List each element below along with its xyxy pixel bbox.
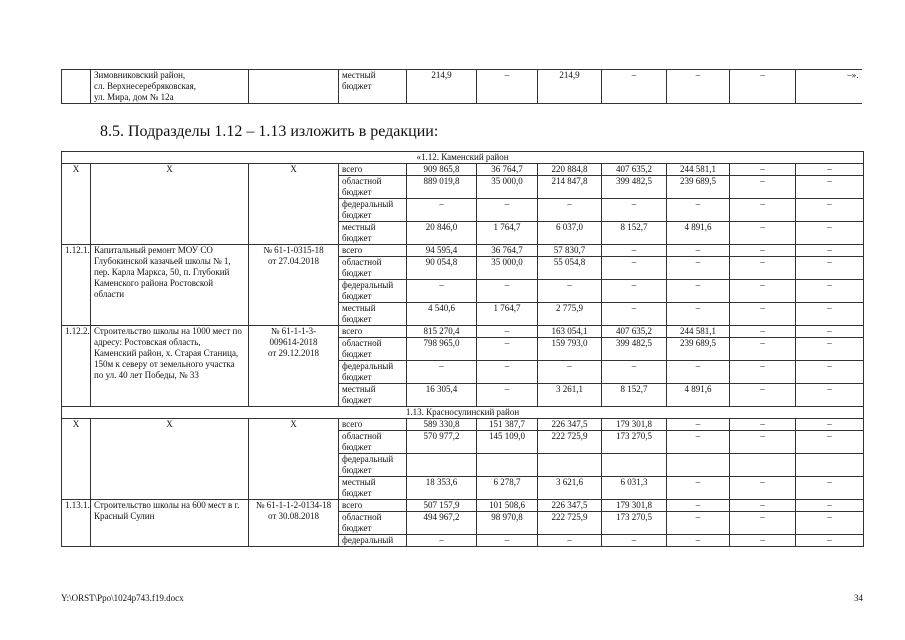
funding-type-cell: всего xyxy=(339,164,407,176)
value-cell: – xyxy=(796,176,864,199)
budget-table-body xyxy=(62,152,864,547)
section-title-row xyxy=(62,152,864,164)
funding-type-cell: областной бюджет xyxy=(339,257,407,280)
value-cell: 407 635,2 xyxy=(602,164,667,176)
value-cell: – xyxy=(602,303,667,326)
value-cell: 407 635,2 xyxy=(602,326,667,338)
value-cell: – xyxy=(538,361,602,384)
value-cell: – xyxy=(602,535,667,547)
value-cell: 1 764,7 xyxy=(477,222,538,245)
row-id-cell xyxy=(62,70,91,104)
value-cell: – xyxy=(667,361,730,384)
funding-type-cell: областной бюджет xyxy=(339,338,407,361)
value-cell: – xyxy=(796,431,864,454)
value-cell: – xyxy=(477,384,538,407)
value-cell: 145 109,0 xyxy=(477,431,538,454)
value-cell: 222 725,9 xyxy=(538,431,602,454)
value-cell xyxy=(730,454,796,477)
document-cell: Х xyxy=(249,419,339,500)
value-cell xyxy=(538,454,602,477)
value-cell: – xyxy=(477,199,538,222)
value-cell: – xyxy=(730,245,796,257)
value-cell: 101 508,6 xyxy=(477,500,538,512)
value-cell: 8 152,7 xyxy=(602,222,667,245)
value-cell: – xyxy=(667,500,730,512)
object-name-cell: Строительство школы на 1000 мест по адресу: Ростовская область, Каменский район, х. Старая Станица, 150м к северу от земельного участка по ул. 40 лет Победы, № 33 xyxy=(91,326,249,407)
row-id-cell: 1.12.2. xyxy=(62,326,91,407)
value-cell xyxy=(667,454,730,477)
table-row xyxy=(62,326,864,338)
funding-type-cell: местный бюджет xyxy=(339,384,407,407)
value-cell: 90 054,8 xyxy=(407,257,477,280)
value-cell: – xyxy=(730,338,796,361)
value-cell: 6 037,0 xyxy=(538,222,602,245)
funding-type-cell: федеральный бюджет xyxy=(339,454,407,477)
value-cell: 570 977,2 xyxy=(407,431,477,454)
value-cell: – xyxy=(407,361,477,384)
value-cell: 244 581,1 xyxy=(667,326,730,338)
value-cell: – xyxy=(667,512,730,535)
value-cell: 815 270,4 xyxy=(407,326,477,338)
value-cell: 6 031,3 xyxy=(602,477,667,500)
value-cell: – xyxy=(796,535,864,547)
value-cell: – xyxy=(602,257,667,280)
value-cell: – xyxy=(602,245,667,257)
value-cell: – xyxy=(407,535,477,547)
document-cell: № 61-1-0315-18 от 27.04.2018 xyxy=(249,245,339,326)
value-cell: – xyxy=(407,280,477,303)
value-cell: 57 830,7 xyxy=(538,245,602,257)
value-cell: – xyxy=(796,477,864,500)
document-cell xyxy=(249,70,339,104)
table-row xyxy=(62,419,864,431)
value-cell: – xyxy=(730,535,796,547)
value-cell: – xyxy=(602,280,667,303)
value-cell: – xyxy=(477,326,538,338)
value-cell: 159 793,0 xyxy=(538,338,602,361)
table-row xyxy=(62,500,864,512)
value-cell: – xyxy=(796,164,864,176)
value-cell: – xyxy=(796,512,864,535)
value-cell: – xyxy=(796,280,864,303)
value-cell: 4 891,6 xyxy=(667,384,730,407)
value-cell: – xyxy=(730,431,796,454)
value-cell: – xyxy=(730,326,796,338)
value-cell: – xyxy=(538,535,602,547)
value-cell: – xyxy=(796,222,864,245)
value-cell: – xyxy=(730,164,796,176)
value-cell: – xyxy=(667,431,730,454)
value-cell: – xyxy=(796,419,864,431)
section-heading: 8.5. Подразделы 1.12 – 1.13 изложить в редакции: xyxy=(100,123,439,140)
value-cell: 3 261,1 xyxy=(538,384,602,407)
value-cell: 222 725,9 xyxy=(538,512,602,535)
funding-type-cell: всего xyxy=(339,326,407,338)
value-cell: 589 330,8 xyxy=(407,419,477,431)
value-cell: 220 884,8 xyxy=(538,164,602,176)
value-cell: – xyxy=(796,361,864,384)
value-cell: 94 595,4 xyxy=(407,245,477,257)
value-cell: – xyxy=(538,199,602,222)
previous-section-table xyxy=(61,69,864,104)
value-cell: – xyxy=(602,199,667,222)
value-cell: 163 054,1 xyxy=(538,326,602,338)
value-cell: 909 865,8 xyxy=(407,164,477,176)
value-cell: – xyxy=(602,361,667,384)
value-cell: – xyxy=(477,338,538,361)
value-cell: 179 301,8 xyxy=(602,500,667,512)
value-cell: 16 305,4 xyxy=(407,384,477,407)
object-name-cell: Х xyxy=(91,419,249,500)
object-name-cell: Зимовниковский район, сл. Верхнесеребряковская, ул. Мира, дом № 12а xyxy=(91,70,249,104)
document-cell: Х xyxy=(249,164,339,245)
value-cell: – xyxy=(730,512,796,535)
value-cell: 4 891,6 xyxy=(667,222,730,245)
value-cell: – xyxy=(667,535,730,547)
value-cell: 239 689,5 xyxy=(667,338,730,361)
value-cell: 6 278,7 xyxy=(477,477,538,500)
funding-type-cell: местный бюджет xyxy=(339,303,407,326)
value-cell: 35 000,0 xyxy=(477,257,538,280)
table-row xyxy=(62,70,864,104)
funding-type-cell: федеральный xyxy=(339,535,407,547)
value-cell: 20 846,0 xyxy=(407,222,477,245)
value-cell: 8 152,7 xyxy=(602,384,667,407)
value-cell: – xyxy=(477,70,538,104)
value-cell: 798 965,0 xyxy=(407,338,477,361)
value-cell: – xyxy=(730,222,796,245)
value-cell: – xyxy=(796,245,864,257)
row-id-cell: 1.13.1. xyxy=(62,500,91,547)
budget-table xyxy=(61,151,864,547)
value-cell: 244 581,1 xyxy=(667,164,730,176)
value-cell: 239 689,5 xyxy=(667,176,730,199)
funding-type-cell: местный бюджет xyxy=(339,477,407,500)
value-cell xyxy=(602,454,667,477)
value-cell: – xyxy=(796,326,864,338)
value-cell: – xyxy=(796,384,864,407)
value-cell: 179 301,8 xyxy=(602,419,667,431)
value-cell: 35 000,0 xyxy=(477,176,538,199)
value-cell: 18 353,6 xyxy=(407,477,477,500)
document-cell: № 61-1-1-2-0134-18 от 30.08.2018 xyxy=(249,500,339,547)
value-cell: 98 970,8 xyxy=(477,512,538,535)
value-cell: – xyxy=(796,303,864,326)
value-cell: – xyxy=(730,419,796,431)
value-cell: – xyxy=(667,280,730,303)
value-cell: – xyxy=(730,477,796,500)
value-cell: – xyxy=(667,419,730,431)
value-cell: – xyxy=(730,257,796,280)
value-cell: – xyxy=(667,303,730,326)
value-cell: – xyxy=(407,199,477,222)
value-cell: 494 967,2 xyxy=(407,512,477,535)
page-number: 34 xyxy=(854,593,863,603)
document-cell: № 61-1-1-3- 009614-2018 от 29.12.2018 xyxy=(249,326,339,407)
value-cell: 507 157,9 xyxy=(407,500,477,512)
value-cell: – xyxy=(796,500,864,512)
value-cell: 399 482,5 xyxy=(602,338,667,361)
object-name-cell: Капитальный ремонт МОУ СО Глубокинской казачьей школы № 1, пер. Карла Маркса, 50, п. Глубокий Каменского района Ростовской области xyxy=(91,245,249,326)
value-cell: 3 621,6 xyxy=(538,477,602,500)
section-title: «1.12. Каменский район xyxy=(62,152,864,164)
value-cell: – xyxy=(730,70,796,104)
value-cell: 36 764,7 xyxy=(477,245,538,257)
funding-type-cell: областной бюджет xyxy=(339,512,407,535)
value-cell: – xyxy=(667,70,730,104)
value-cell: 399 482,5 xyxy=(602,176,667,199)
value-cell: 214,9 xyxy=(407,70,477,104)
value-cell: –». xyxy=(796,70,862,104)
value-cell: – xyxy=(796,257,864,280)
value-cell: – xyxy=(796,338,864,361)
value-cell: – xyxy=(667,199,730,222)
value-cell: – xyxy=(667,477,730,500)
value-cell: 4 540,6 xyxy=(407,303,477,326)
value-cell: 36 764,7 xyxy=(477,164,538,176)
funding-type-cell: всего xyxy=(339,419,407,431)
object-name-cell: Строительство школы на 600 мест в г. Красный Сулин xyxy=(91,500,249,547)
value-cell: – xyxy=(730,500,796,512)
value-cell xyxy=(407,454,477,477)
funding-type-cell: федеральный бюджет xyxy=(339,199,407,222)
row-id-cell: Х xyxy=(62,164,91,245)
value-cell: 214,9 xyxy=(538,70,602,104)
funding-type-cell: федеральный бюджет xyxy=(339,361,407,384)
value-cell: 889 019,8 xyxy=(407,176,477,199)
value-cell: 226 347,5 xyxy=(538,419,602,431)
value-cell: – xyxy=(730,384,796,407)
value-cell: – xyxy=(730,361,796,384)
empty-cell xyxy=(862,70,864,104)
value-cell: – xyxy=(730,303,796,326)
value-cell: – xyxy=(602,70,667,104)
funding-type-cell: всего xyxy=(339,245,407,257)
object-name-cell: Х xyxy=(91,164,249,245)
table-row xyxy=(62,164,864,176)
funding-type-cell: местный бюджет xyxy=(339,70,407,104)
value-cell: – xyxy=(667,257,730,280)
value-cell: – xyxy=(477,280,538,303)
value-cell: 2 775,9 xyxy=(538,303,602,326)
row-id-cell: Х xyxy=(62,419,91,500)
value-cell: 151 387,7 xyxy=(477,419,538,431)
value-cell: – xyxy=(667,245,730,257)
value-cell: – xyxy=(730,280,796,303)
value-cell xyxy=(796,454,864,477)
value-cell: 1 764,7 xyxy=(477,303,538,326)
section-title-row xyxy=(62,407,864,419)
value-cell: – xyxy=(796,199,864,222)
value-cell: 173 270,5 xyxy=(602,431,667,454)
value-cell: – xyxy=(538,280,602,303)
value-cell: 173 270,5 xyxy=(602,512,667,535)
value-cell: – xyxy=(477,361,538,384)
funding-type-cell: федеральный бюджет xyxy=(339,280,407,303)
value-cell: – xyxy=(730,199,796,222)
footer-file-path: Y:\ORST\Ppo\1024p743.f19.docx xyxy=(61,593,184,603)
value-cell: – xyxy=(477,535,538,547)
value-cell: 226 347,5 xyxy=(538,500,602,512)
section-title: 1.13. Красносулинский район xyxy=(62,407,864,419)
table-row xyxy=(62,245,864,257)
funding-type-cell: всего xyxy=(339,500,407,512)
funding-type-cell: местный бюджет xyxy=(339,222,407,245)
value-cell: 214 847,8 xyxy=(538,176,602,199)
value-cell: – xyxy=(730,176,796,199)
value-cell: 55 054,8 xyxy=(538,257,602,280)
funding-type-cell: областной бюджет xyxy=(339,176,407,199)
funding-type-cell: областной бюджет xyxy=(339,431,407,454)
value-cell xyxy=(477,454,538,477)
row-id-cell: 1.12.1. xyxy=(62,245,91,326)
